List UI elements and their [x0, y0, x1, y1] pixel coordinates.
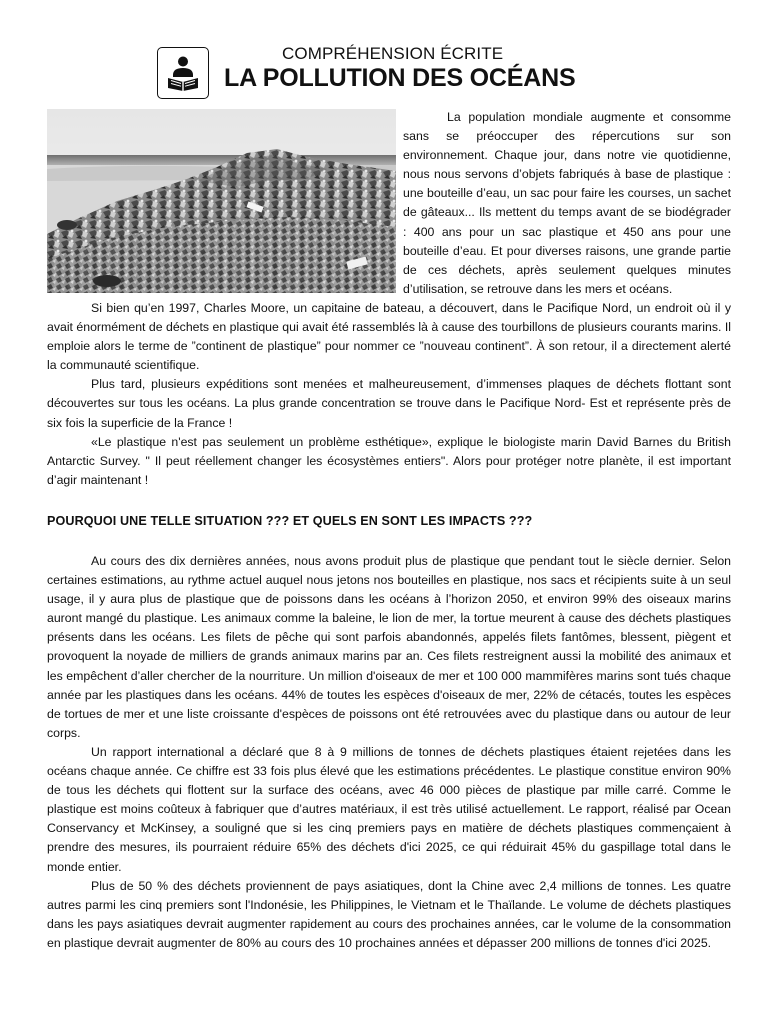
section-paragraph: Plus de 50 % des déchets proviennent de pays asiatiques, dont la Chine avec 2,4 millions de tonnes. Les quatre autres parmi les cinq premiers sont l'Indonésie, les Philippines, le Vietnam et le Thaïlande. Le volume de déchets plastiques dans les pays asiatiques devrait augmenter rapidement au cours des prochaines années, car le volume de la consommation en plastique devrait augmenter de 80% au cours des 10 prochaines années et dépasser 200 millions de tonnes d'ici 2025.	[47, 878, 731, 950]
section-paragraph: Un rapport international a déclaré que 8 à 9 millions de tonnes de déchets plastiques étaient rejetées dans les océans chaque année. Ce chiffre est 33 fois plus élevé que les estimations précédentes. Le plastique constitue environ 90% de tous les déchets qui flottent sur la surface des océans, avec 46 000 pièces de plastique par mille carré. Comme le plastique est moins coûteux à fabriquer que d’autres matériaux, il est très utilisé actuellement. Le rapport, réalisé par Ocean Conservancy et McKinsey, a souligné que si les cinq premiers pays en matière de déchets plastiques commençaient à prendre des mesures, ils pourraient réduire 65% des déchets d'ici 2025, ce qui réduirait 45% du gaspillage total dans le monde entier.	[47, 744, 731, 874]
intro-text	[47, 108, 731, 490]
document-title: LA POLLUTION DES OCÉANS	[224, 64, 576, 92]
intro-paragraph: La population mondiale augmente et consomme sans se préoccuper des répercutions sur son environnement. Chaque jour, dans notre vie quotidienne, nous nous servons d’objets fabriqués à base de plastique : une bouteille d’eau, un sac pour faire les courses, un sachet de gâteaux... Ils mettent du temps avant de se biodégrader : 400 ans pour un sac plastique et 450 ans pour une bouteille d’eau. Et pour diverses raisons, une grande partie de ces déchets, après seulement quelques minutes d’utilisation, se retrouve dans les mers et océans.	[403, 110, 731, 296]
intro-paragraph: Si bien qu’en 1997, Charles Moore, un capitaine de bateau, a découvert, dans le Pacifique Nord, un endroit où il y avait énormément de déchets en plastique qui avait été rassemblés là à cause des tourbillons de plusieurs courants marins. Il emploie alors le terme de ”continent de plastique” pour nommer ce ”nouveau continent”. À son retour, il a directement alerté la communauté scientifique.	[47, 300, 731, 373]
section-text	[47, 552, 731, 953]
reading-person-icon	[157, 47, 209, 99]
document-header	[0, 44, 768, 102]
section-heading: POURQUOI UNE TELLE SITUATION ??? ET QUELS EN SONT LES IMPACTS ???	[47, 514, 533, 528]
intro-paragraph: «Le plastique n'est pas seulement un problème esthétique», explique le biologiste marin David Barnes du British Antarctic Survey. " Il peut réellement changer les écosystèmes entiers". Alors pour protéger notre planète, il est important d’agir maintenant !	[47, 434, 731, 487]
intro-paragraph: Plus tard, plusieurs expéditions sont menées et malheureusement, d’immenses plaques de déchets flottant sont découvertes sur tous les océans. La plus grande concentration se trouve dans le Pacifique Nord- Est et représente près de six fois la superficie de la France !	[47, 377, 731, 430]
section-paragraph: Au cours des dix dernières années, nous avons produit plus de plastique que pendant tout le siècle dernier. Selon certaines estimations, au rythme actuel auquel nous jetons nos bouteilles en plastique, nos sacs et récipients suite à un seul usage, il y aura plus de plastique que de poissons dans les océans à l’horizon 2050, et environ 99% des oiseaux marins auront mangé du plastique. Les animaux comme la baleine, le lion de mer, la tortue meurent à cause des déchets plastiques présents dans les océans. Les filets de pêche qui sont parfois abandonnés, appelés filets fantômes, blessent, piègent et provoquent la noyade de milliers de grands animaux marins par an. Ces filets restreignent aussi la mobilité des animaux et les empêchent d’aller chercher de la nourriture. Un million d'oiseaux de mer et 100 000 mammifères marins sont tués chaque année par les plastiques dans les océans. 44% de toutes les espèces d'oiseaux de mer, 22% de cétacés, toutes les espèces de tortues de mer et une liste croissante d'espèces de poissons ont été retrouvées avec du plastique dans ou autour de leur corps.	[47, 554, 731, 740]
document-subtitle: COMPRÉHENSION ÉCRITE	[282, 44, 504, 63]
beach-plastic-waste-photo	[47, 109, 396, 293]
